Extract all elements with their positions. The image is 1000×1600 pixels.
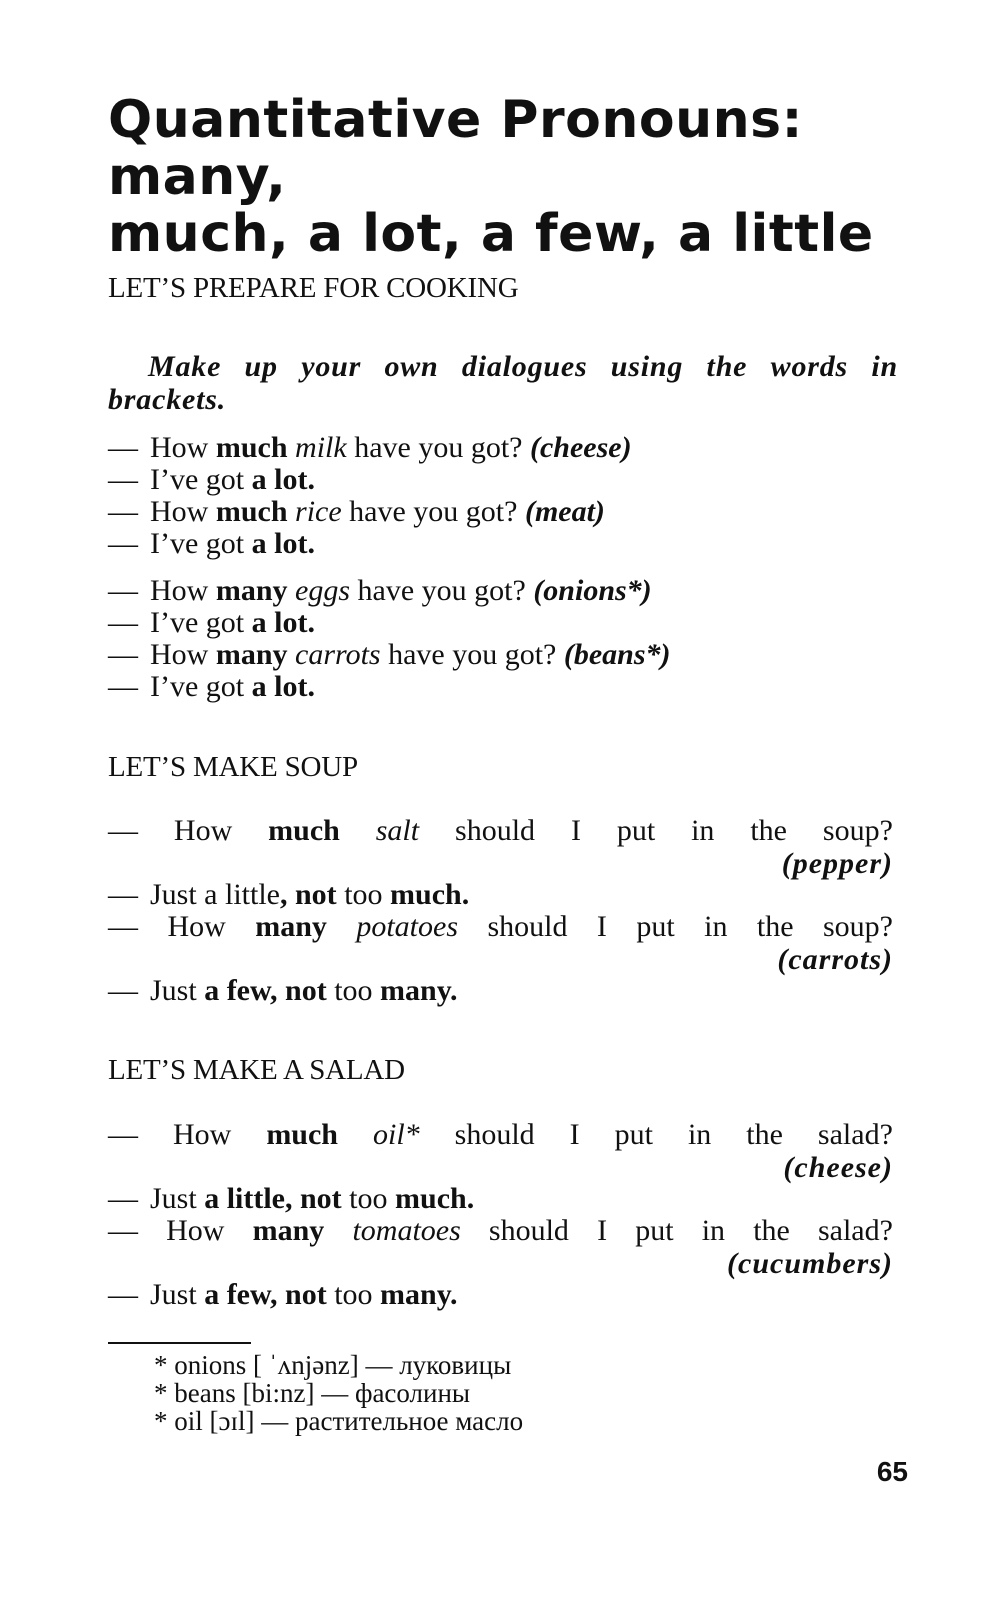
dialogue-line: — Just a few, not too many. (108, 974, 458, 1007)
dialogue-line: — Just a few, not too many. (108, 1278, 458, 1311)
dialogue-line: — How much salt should I put in the soup? (108, 814, 893, 847)
footnote: * beans [bi:nz] — фасолины (154, 1378, 471, 1408)
exercise-instruction: Make up your own dialogues using the words in brackets. (108, 350, 898, 416)
dialogue-line: — Just a little, not too much. (108, 1182, 475, 1215)
dialogue-line: — I’ve got a lot. (108, 606, 315, 639)
dialogue-line: — I’ve got a lot. (108, 463, 315, 496)
dialogue-line: — I’ve got a lot. (108, 670, 315, 703)
dialogue-line: — Just a little, not too much. (108, 878, 470, 911)
footnote-divider (108, 1342, 251, 1344)
title-line-1: Quantitative Pronouns: many, (108, 90, 803, 207)
bracket-cue: (cheese) (783, 1151, 893, 1184)
bracket-cue: (cucumbers) (727, 1247, 893, 1280)
footnote: * onions [ ˈʌnjənz] — луковицы (154, 1350, 512, 1380)
bracket-cue: (meat) (524, 495, 605, 528)
bracket-cue: (carrots) (777, 943, 893, 976)
footnote: * oil [ɔɪl] — растительное масло (154, 1406, 524, 1436)
bracket-cue: (onions*) (533, 574, 652, 607)
dialogue-line: — I’ve got a lot. (108, 527, 315, 560)
bracket-cue: (beans*) (563, 638, 671, 671)
dialogue-line: — How many tomatoes should I put in the salad? (108, 1214, 893, 1247)
dialogue-line: — How much rice have you got? (meat) (108, 495, 605, 528)
page-number: 65 (876, 1456, 908, 1487)
title-line-2: much, a lot, a few, a little (108, 204, 874, 264)
dialogue-line: — How much milk have you got? (cheese) (108, 431, 632, 464)
section-heading-soup: LET’S MAKE SOUP (108, 751, 358, 783)
dialogue-line: — How many potatoes should I put in the soup? (108, 910, 893, 943)
dialogue-line: — How many carrots have you got? (beans*) (108, 638, 671, 671)
dialogue-line: — How much oil* should I put in the salad? (108, 1118, 893, 1151)
section-heading-cooking: LET’S PREPARE FOR COOKING (108, 272, 519, 304)
section-heading-salad: LET’S MAKE A SALAD (108, 1054, 405, 1086)
bracket-cue: (cheese) (529, 431, 632, 464)
dialogue-line: — How many eggs have you got? (onions*) (108, 574, 652, 607)
page-title (108, 92, 908, 263)
bracket-cue: (pepper) (781, 847, 893, 880)
